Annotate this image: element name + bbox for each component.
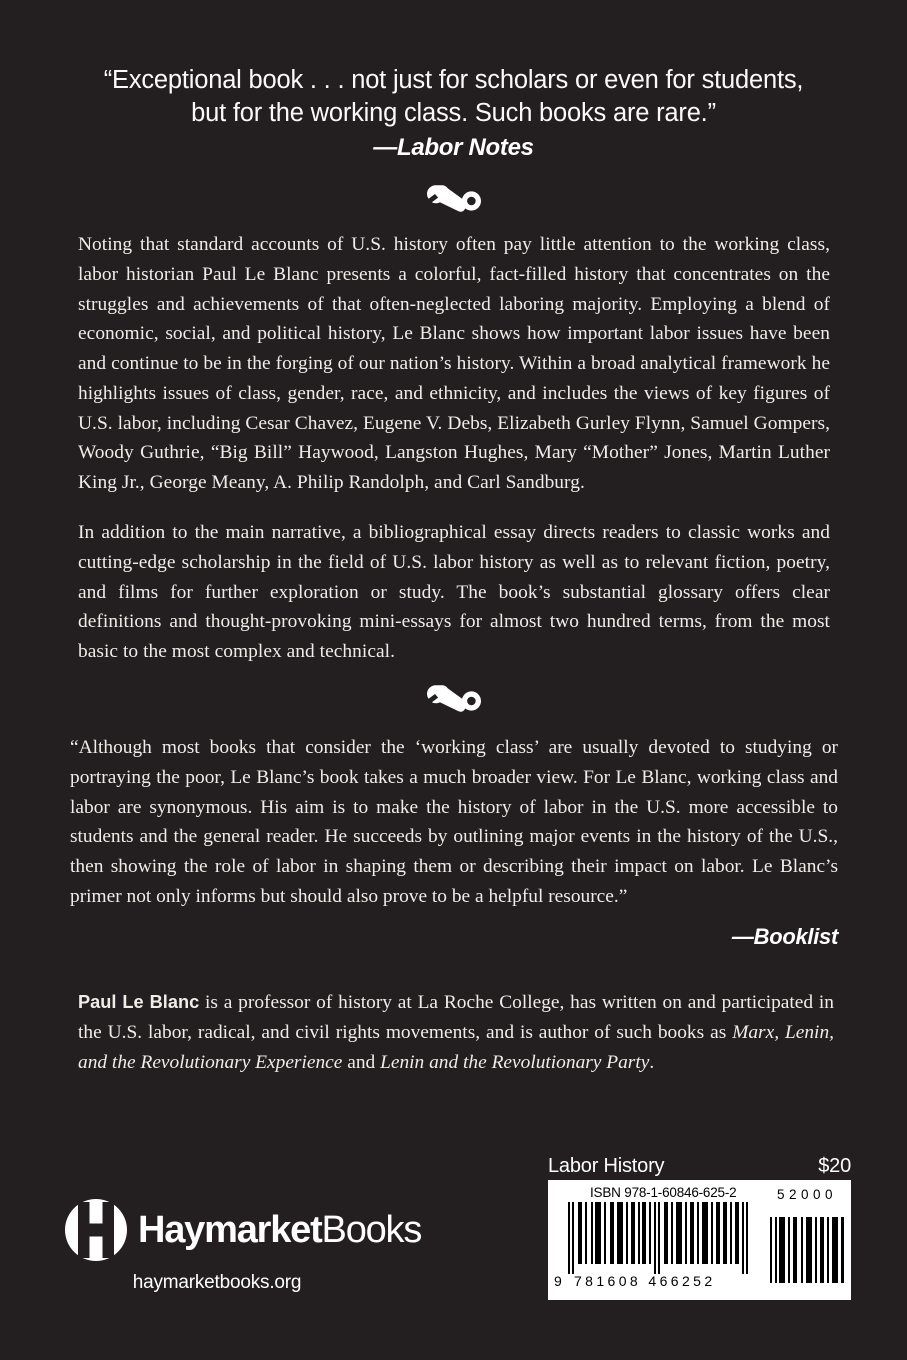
- ean13-barcode: [554, 1202, 760, 1289]
- publisher-wordmark: [138, 1209, 421, 1252]
- pull-quote: [100, 64, 807, 164]
- author-bio-terminator: .: [649, 1051, 655, 1073]
- wrench-icon: [422, 682, 486, 714]
- review-attribution: —Booklist: [731, 923, 838, 949]
- description-paragraph-2: In addition to the main narrative, a bibliographical essay directs readers to classic works and cutting-edge scholarship in the field of U.S. labor history as well as to relevant fiction, poetry, and films for further exploration or study. The book’s substantial glossary offers clear definitions and thought-provoking mini-essays for almost two hundred terms, from the most basic to the most complex and technical.: [78, 522, 830, 663]
- addon-bars-icon: [768, 1217, 846, 1283]
- price-addon-barcode: [768, 1186, 846, 1283]
- author-book-title-1: Marx, Lenin, and the Revolutionary Experience: [78, 1021, 834, 1073]
- review-quote-block: [70, 733, 838, 953]
- publisher-name-bold: Haymarket: [138, 1208, 322, 1251]
- pull-quote-attribution: —Labor Notes: [373, 133, 534, 161]
- review-quote-text: “Although most books that consider the ‘working class’ are usually devoted to studying or portraying the poor, Le Blanc’s book takes a much broader view. For Le Blanc, working class and labor are synonymous. His aim is to make the history of labor in the U.S. more accessible to students and the general reader. He succeeds by outlining major events in the history of the U.S., then showing the role of labor in shaping them or describing their impact on labor. Le Blanc’s primer not only informs but should also prove to be a helpful resource.”: [70, 737, 838, 907]
- catalog-price: $20: [818, 1155, 851, 1177]
- isbn-label: ISBN 978-1-60846-625-2: [590, 1185, 737, 1200]
- publisher-name-regular: Books: [321, 1208, 422, 1251]
- ornament-divider-top: [0, 182, 907, 214]
- catalog-category: Labor History: [548, 1155, 665, 1177]
- author-bio-paragraph: [78, 988, 834, 1077]
- publisher-logo-area: [58, 1192, 422, 1293]
- author-bio-conjunction: and: [342, 1051, 381, 1073]
- wrench-icon: [422, 182, 486, 214]
- ean13-digits: 781608 466252: [574, 1272, 716, 1289]
- pull-quote-line-2: but for the working class. Such books are rare.”: [191, 98, 716, 127]
- author-bio-block: [78, 988, 834, 1077]
- description-block: [78, 230, 830, 667]
- author-bio-text-1: is a professor of history at La Roche College, has written on and participated in the U.S. labor, radical, and civil rights movements, and is author of such books as: [78, 992, 834, 1043]
- price-addon-digits: 52000: [776, 1186, 838, 1202]
- author-name: Paul Le Blanc: [78, 992, 200, 1012]
- publisher-logo-row: [58, 1192, 422, 1268]
- catalog-header: [548, 1155, 851, 1178]
- haymarket-h-circle-logo-icon: [58, 1192, 134, 1268]
- pull-quote-line-1: “Exceptional book . . . not just for scholars or even for students,: [103, 66, 804, 94]
- ornament-divider-bottom: [0, 682, 907, 714]
- barcode-block: [548, 1180, 851, 1300]
- publisher-website: haymarketbooks.org: [132, 1272, 302, 1293]
- ean13-lead-digit: 9: [554, 1272, 562, 1289]
- ean13-bars-icon: [554, 1202, 760, 1274]
- description-paragraph-1: Noting that standard accounts of U.S. history often pay little attention to the working class, labor historian Paul Le Blanc presents a colorful, fact-filled history that concentrates on the struggles and achievements of that often-neglected laboring majority. Employing a blend of economic, social, and political history, Le Blanc shows how important labor issues have been and continue to be in the forging of our nation’s history. Within a broad analytical framework he highlights issues of class, gender, race, and ethnicity, and includes the views of key figures of U.S. labor, including Cesar Chavez, Eugene V. Debs, Elizabeth Gurley Flynn, Samuel Gompers, Woody Guthrie, “Big Bill” Haywood, Langston Hughes, Mary “Mother” Jones, Martin Luther King Jr., George Meany, A. Philip Randolph, and Carl Sandburg.: [78, 234, 830, 494]
- author-book-title-2: Lenin and the Revolutionary Party: [380, 1051, 650, 1073]
